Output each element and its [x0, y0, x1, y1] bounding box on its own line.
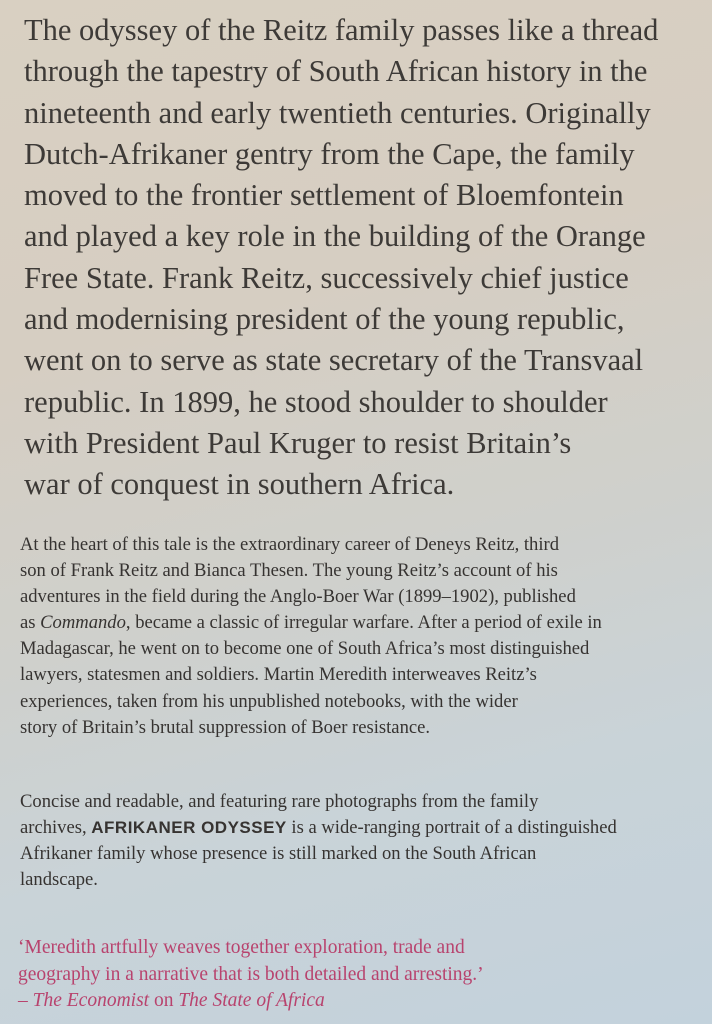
- lead-line: and played a key role in the building of the Orange: [24, 219, 646, 254]
- attribution-source: The Economist: [32, 990, 150, 1011]
- lead-line: through the tapestry of South African history in the: [24, 54, 648, 89]
- lead-line: nineteenth and early twentieth centuries. Originally: [24, 95, 651, 130]
- body-text: is a wide-ranging portrait of a distinguished: [286, 817, 617, 839]
- lead-line: went on to serve as state secretary of the Transvaal: [24, 343, 644, 378]
- body-paragraph-summary: [20, 789, 700, 893]
- lead-line: Free State. Frank Reitz, successively chief justice: [24, 260, 629, 295]
- lead-paragraph: [24, 10, 706, 506]
- body-line: Afrikaner family whose presence is still marked on the South African: [20, 843, 537, 865]
- lead-line: republic. In 1899, he stood shoulder to shoulder: [24, 384, 608, 419]
- lead-line: war of conquest in southern Africa.: [24, 467, 455, 502]
- attribution-dash: –: [18, 990, 33, 1011]
- body-line: son of Frank Reitz and Bianca Thesen. The young Reitz’s account of his: [20, 560, 558, 582]
- attribution-on: on: [149, 990, 179, 1011]
- body-line: experiences, taken from his unpublished notebooks, with the wider: [20, 690, 518, 712]
- lead-line: and modernising president of the young republic,: [24, 302, 625, 337]
- body-line: [20, 610, 700, 636]
- lead-line: Dutch-Afrikaner gentry from the Cape, the family: [24, 136, 635, 171]
- quote-attribution: [18, 988, 698, 1015]
- body-line: At the heart of this tale is the extraordinary career of Deneys Reitz, third: [20, 534, 560, 555]
- lead-line: The odyssey of the Reitz family passes like a thread: [24, 13, 659, 47]
- body-text: , became a classic of irregular warfare. After a period of exile in: [125, 612, 602, 634]
- quote-line: geography in a narrative that is both detailed and arresting.’: [18, 963, 484, 985]
- body-line: Madagascar, he went on to become one of South Africa’s most distinguished: [20, 638, 590, 660]
- body-paragraph-reitz-career: [20, 532, 700, 741]
- attribution-work: The State of Africa: [178, 990, 325, 1011]
- body-line: Concise and readable, and featuring rare photographs from the family: [20, 791, 539, 812]
- body-line: lawyers, statesmen and soldiers. Martin Meredith interweaves Reitz’s: [20, 664, 537, 686]
- book-title-commando: Commando: [40, 612, 126, 634]
- book-title-afrikaner-odyssey: AFRIKANER ODYSSEY: [91, 818, 287, 838]
- body-line: landscape.: [20, 869, 98, 891]
- lead-line: moved to the frontier settlement of Bloemfontein: [24, 178, 624, 213]
- body-line: adventures in the field during the Anglo-Boer War (1899–1902), published: [20, 586, 576, 608]
- body-text: as: [20, 612, 41, 634]
- lead-line: with President Paul Kruger to resist Britain’s: [24, 425, 572, 460]
- review-quote: [18, 935, 698, 1015]
- body-text: archives,: [20, 817, 92, 839]
- body-line: story of Britain’s brutal suppression of Boer resistance.: [20, 716, 431, 738]
- body-line: [20, 815, 700, 841]
- quote-line: ‘Meredith artfully weaves together exploration, trade and: [18, 937, 465, 958]
